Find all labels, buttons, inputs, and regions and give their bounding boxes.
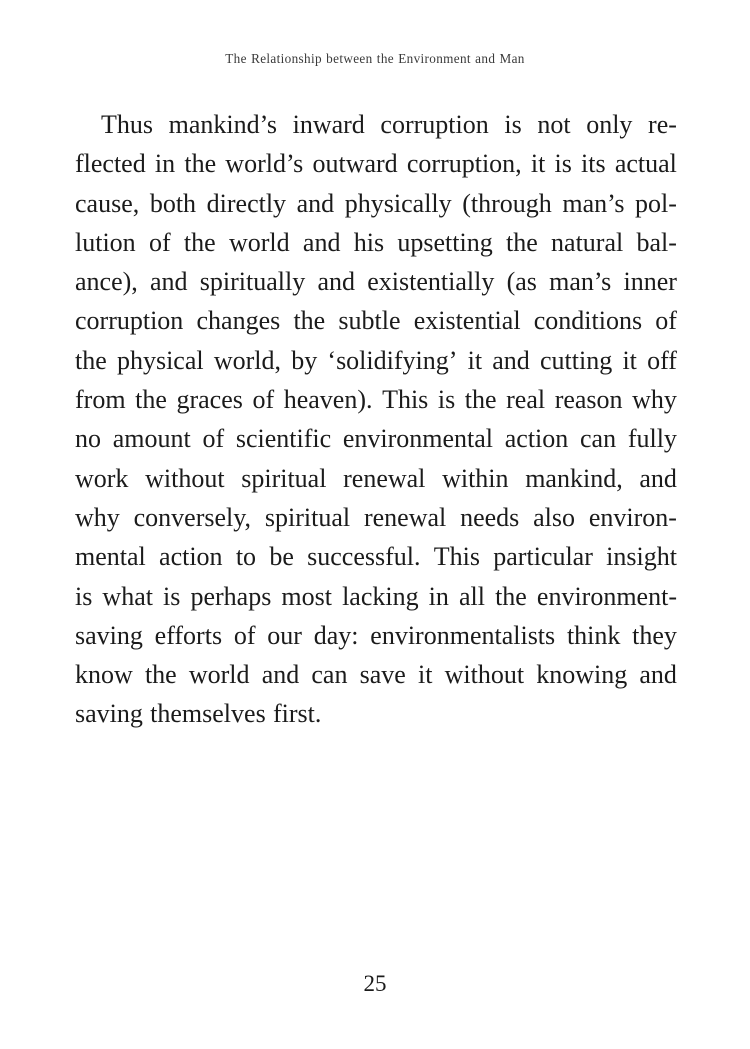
body-word: its xyxy=(581,149,606,179)
body-line xyxy=(75,341,677,380)
body-word: man’s xyxy=(562,188,625,218)
body-word: mankind, xyxy=(525,463,623,493)
body-word: bal- xyxy=(636,227,677,257)
body-word: the xyxy=(505,227,538,257)
body-word: is xyxy=(75,581,93,611)
body-word: no xyxy=(75,424,101,454)
body-word: cutting xyxy=(540,345,613,375)
body-word: upsetting xyxy=(397,227,493,257)
body-word: why xyxy=(75,502,120,532)
body-word: and xyxy=(150,267,188,297)
body-word: scientific xyxy=(235,424,332,454)
body-word: think xyxy=(566,620,621,650)
body-word: cause, xyxy=(75,188,140,218)
body-word: man’s xyxy=(549,267,612,297)
running-header: The Relationship between the Environment and Man xyxy=(225,51,525,66)
body-line xyxy=(75,419,677,458)
body-word: first. xyxy=(272,699,322,729)
body-word: perhaps xyxy=(190,581,272,611)
body-word: and xyxy=(639,660,677,690)
body-line xyxy=(75,262,677,301)
body-word: ‘solidifying’ xyxy=(327,345,458,375)
body-word: the xyxy=(464,385,497,415)
body-word: all xyxy=(458,581,485,611)
body-word: by xyxy=(291,345,318,375)
body-word: why xyxy=(632,385,677,415)
body-word: corruption, xyxy=(406,149,522,179)
body-word: actual xyxy=(614,149,677,179)
body-word: and xyxy=(302,227,341,257)
body-word: and xyxy=(296,188,335,218)
body-word: renewal xyxy=(343,463,426,493)
body-word: physically xyxy=(344,188,452,218)
body-line xyxy=(75,498,677,537)
body-word: saving xyxy=(75,699,143,729)
body-word: environ- xyxy=(588,502,677,532)
body-word: the xyxy=(183,227,216,257)
body-word: renewal xyxy=(363,502,447,532)
body-word: outward xyxy=(312,149,398,179)
body-word: day: xyxy=(313,620,359,650)
body-word: is xyxy=(163,581,181,611)
body-word: from xyxy=(75,385,126,415)
body-line xyxy=(75,655,677,694)
body-word: spiritual xyxy=(264,502,351,532)
body-word: corruption xyxy=(380,110,489,139)
body-word: work xyxy=(75,463,129,493)
body-word: know xyxy=(75,660,133,690)
body-word: flected xyxy=(75,149,146,179)
body-word: of xyxy=(148,227,171,257)
body-word: physical xyxy=(116,345,204,375)
body-word: mankind’s xyxy=(168,110,277,139)
body-word: saving xyxy=(75,620,143,650)
body-word: action xyxy=(159,542,223,572)
body-word: of xyxy=(252,385,275,415)
body-word: his xyxy=(353,227,385,257)
body-word: our xyxy=(267,620,302,650)
body-word: efforts xyxy=(154,620,223,650)
body-word: not xyxy=(537,110,571,139)
body-word: without xyxy=(145,463,225,493)
body-word: only xyxy=(586,110,633,139)
body-line xyxy=(75,184,677,223)
body-word: amount xyxy=(112,424,191,454)
page-number: 25 xyxy=(363,971,387,996)
body-word: world’s xyxy=(225,149,304,179)
body-word: knowing xyxy=(536,660,628,690)
body-line xyxy=(75,301,677,340)
body-line xyxy=(75,537,677,576)
body-word: the xyxy=(135,385,167,415)
body-word: can xyxy=(311,660,348,690)
body-word: of xyxy=(233,620,256,650)
body-word: heaven). xyxy=(283,385,373,415)
body-word: what xyxy=(102,581,153,611)
body-word: the xyxy=(75,345,107,375)
body-word: off xyxy=(647,345,677,375)
body-word: of xyxy=(655,306,677,336)
body-word: reason xyxy=(554,385,623,415)
body-word: and xyxy=(317,267,356,297)
body-line xyxy=(75,694,677,733)
body-word: subtle xyxy=(338,306,401,336)
body-word: and xyxy=(639,463,677,493)
body-word: the xyxy=(184,149,217,179)
body-word: corruption xyxy=(75,306,184,336)
body-word: inner xyxy=(623,267,677,297)
body-word: environmental xyxy=(342,424,494,454)
body-word: is xyxy=(504,110,522,139)
body-word: it xyxy=(467,345,483,375)
body-word: existentially xyxy=(367,267,495,297)
body-word: ance), xyxy=(75,267,138,297)
body-line xyxy=(75,105,677,144)
body-word: it xyxy=(530,149,546,179)
body-word: is xyxy=(554,149,572,179)
body-word: fully xyxy=(627,424,677,454)
body-word: in xyxy=(154,149,176,179)
body-word: both xyxy=(149,188,197,218)
body-word: This xyxy=(382,385,429,415)
body-word: without xyxy=(444,660,525,690)
body-paragraph xyxy=(75,105,677,734)
body-word: it xyxy=(622,345,637,375)
body-word: they xyxy=(632,620,677,650)
body-word: existential xyxy=(413,306,521,336)
body-word: lacking xyxy=(342,581,419,611)
body-word: action xyxy=(504,424,569,454)
body-line xyxy=(75,223,677,262)
body-word: world, xyxy=(213,345,281,375)
body-word: environment- xyxy=(536,581,677,611)
body-word: environmentalists xyxy=(370,620,556,650)
body-word: (as xyxy=(506,267,537,297)
body-word: successful. xyxy=(307,542,421,572)
body-word: Thus xyxy=(101,110,153,139)
body-word: conditions xyxy=(533,306,643,336)
body-word: and xyxy=(261,660,300,690)
body-word: within xyxy=(442,463,509,493)
body-line xyxy=(75,616,677,655)
body-line xyxy=(75,577,677,616)
body-line xyxy=(75,380,677,419)
body-line xyxy=(75,459,677,498)
body-line xyxy=(75,144,677,183)
body-word: (through xyxy=(462,188,552,218)
body-word: it xyxy=(418,660,433,690)
body-word: save xyxy=(359,660,406,690)
body-word: mental xyxy=(75,542,146,572)
body-word: conversely, xyxy=(133,502,252,532)
body-word: of xyxy=(202,424,225,454)
body-word: the xyxy=(495,581,527,611)
body-word: re- xyxy=(648,110,677,139)
body-word: world xyxy=(188,660,250,690)
body-word: This xyxy=(433,542,480,572)
body-word: the xyxy=(144,660,177,690)
body-word: can xyxy=(580,424,617,454)
body-word: insight xyxy=(606,542,677,572)
body-word: needs xyxy=(460,502,520,532)
body-word: spiritually xyxy=(199,267,306,297)
body-word: and xyxy=(492,345,530,375)
body-word: be xyxy=(269,542,294,572)
body-word: themselves xyxy=(150,699,266,729)
body-word: is xyxy=(437,385,456,415)
body-word: pol- xyxy=(635,188,677,218)
body-word: inward xyxy=(292,110,365,139)
body-word: real xyxy=(506,385,546,415)
body-word: directly xyxy=(206,188,287,218)
body-word: changes xyxy=(196,306,281,336)
body-word: lution xyxy=(75,227,136,257)
body-word: particular xyxy=(493,542,593,572)
body-word: also xyxy=(533,502,576,532)
body-word: the xyxy=(293,306,326,336)
body-word: spiritual xyxy=(241,463,327,493)
body-word: most xyxy=(281,581,332,611)
body-word: to xyxy=(235,542,257,572)
body-word: natural xyxy=(551,227,624,257)
body-word: in xyxy=(428,581,449,611)
body-word: world xyxy=(228,227,290,257)
body-word: graces xyxy=(176,385,243,415)
